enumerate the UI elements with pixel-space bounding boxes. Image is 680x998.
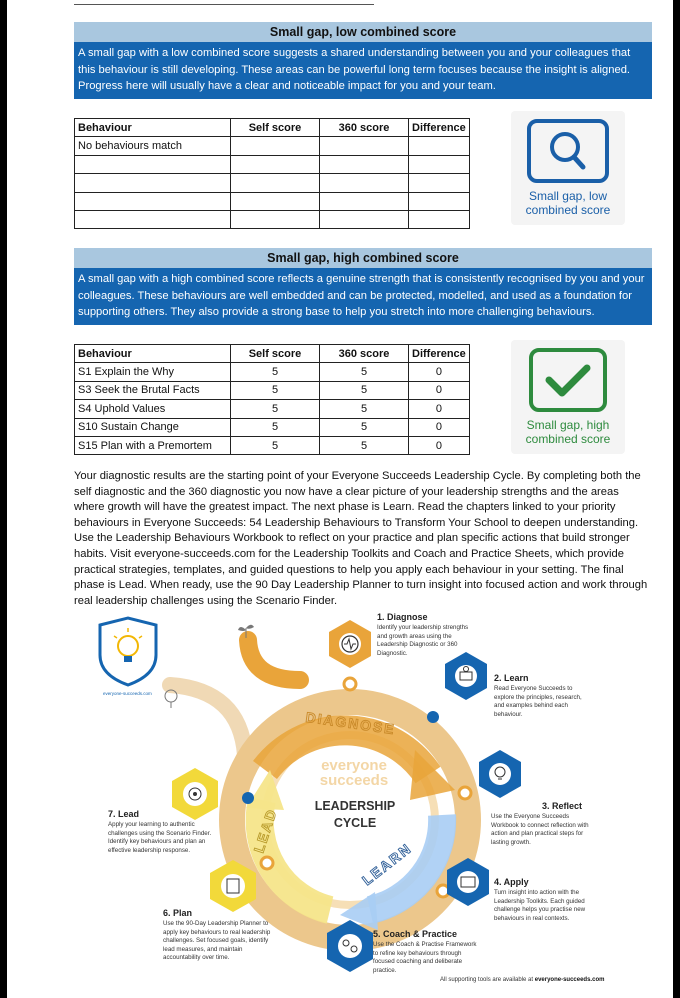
360-score-cell <box>320 192 409 210</box>
watermark-line-2: succeeds <box>319 772 389 789</box>
low-score-card <box>511 111 625 225</box>
leadership-cycle-graphic <box>70 610 665 995</box>
difference-cell <box>409 192 470 210</box>
behaviour-cell <box>75 210 231 228</box>
table-row <box>75 137 470 155</box>
step-4-title: 4. Apply <box>494 877 529 887</box>
table-row <box>75 174 470 192</box>
difference-cell: 0 <box>409 400 470 418</box>
360-score-cell <box>320 155 409 173</box>
difference-cell <box>409 137 470 155</box>
table-row <box>75 418 470 436</box>
self-score-cell: 5 <box>231 436 320 454</box>
learn-hexagon-icon <box>445 652 487 700</box>
check-icon <box>511 340 625 420</box>
360-score-cell: 5 <box>320 363 409 381</box>
behaviour-cell <box>75 155 231 173</box>
col-self-score: Self score <box>231 119 320 137</box>
summary-paragraph: Your diagnostic results are the starting point of your Everyone Succeeds Leadership Cycle. By completing both the self diagnostic and the 360 diagnostic you now have a clear picture of your leadership strengths and the areas where growth will have the greatest impact. The next phase is Learn. Read the chapters linked to your priority behaviours in Everyone Succeeds: 54 Leadership Behaviours to Transform Your School to deepen understanding. Use the Leadership Behaviours Workbook to reflect on your practice and plan specific actions that build stronger habits. Visit everyone-succeeds.com for the Leadership Toolkits and Coach and Practice Sheets, which provide practical strategies, templates, and guided questions to help you apply each behaviour in your setting. The final phase is Lead. When ready, use the 90 Day Leadership Planner to turn insight into focused action and work through real leadership challenges using the Scenario Finder. <box>74 470 648 607</box>
self-score-cell <box>231 192 320 210</box>
learn-arc-label: LEARN <box>359 839 415 889</box>
col-behaviour: Behaviour <box>75 345 231 363</box>
page-border-left <box>0 0 7 998</box>
step-3-title: 3. Reflect <box>542 801 583 811</box>
difference-cell: 0 <box>409 381 470 399</box>
table-header-row <box>75 119 470 137</box>
lead-stem-arc <box>170 685 245 755</box>
360-score-cell: 5 <box>320 400 409 418</box>
table-row <box>75 192 470 210</box>
everyone-succeeds-logo <box>100 618 156 685</box>
behaviour-cell: S4 Uphold Values <box>75 400 231 418</box>
lead-arc-label: LEAD <box>250 806 280 855</box>
diagnose-stem-arc <box>248 640 300 680</box>
col-360-score: 360 score <box>320 119 409 137</box>
lead-hexagon-icon <box>172 768 218 820</box>
section-low-title: Small gap, low combined score <box>74 22 652 42</box>
self-score-cell: 5 <box>231 381 320 399</box>
self-score-cell: 5 <box>231 363 320 381</box>
table-row <box>75 210 470 228</box>
col-difference: Difference <box>409 345 470 363</box>
col-360-score: 360 score <box>320 345 409 363</box>
low-score-table <box>74 118 470 229</box>
high-score-card <box>511 340 625 454</box>
360-score-cell <box>320 137 409 155</box>
top-divider <box>74 4 374 5</box>
behaviour-cell: S1 Explain the Why <box>75 363 231 381</box>
difference-cell <box>409 174 470 192</box>
page-border-right <box>673 0 680 998</box>
step-1-title: 1. Diagnose <box>377 612 428 622</box>
col-difference: Difference <box>409 119 470 137</box>
watermark-line-1: everyone <box>321 757 387 774</box>
diagnose-hexagon-icon <box>329 620 371 668</box>
section-high-description: A small gap with a high combined score reflects a genuine strength that is consistently recognised by you and your colleagues. These behaviours are well embedded and can be protected, modelled, and used as a foundation for supporting others. They also provide a strong base to help you stretch into more challenging behaviours. <box>74 268 652 325</box>
difference-cell: 0 <box>409 418 470 436</box>
col-self-score: Self score <box>231 345 320 363</box>
section-low-description: A small gap with a low combined score suggests a shared understanding between you and your colleagues that this behaviour is still developing. These areas can be powerful long term focuses because the insight is aligned. Progress here will usually have a clear and noticeable impact for you and your team. <box>74 42 652 99</box>
self-score-cell: 5 <box>231 418 320 436</box>
step-7-title: 7. Lead <box>108 809 140 819</box>
table-header-row <box>75 345 470 363</box>
high-score-card-label: Small gap, high combined score <box>525 418 611 446</box>
table-row <box>75 363 470 381</box>
step-6-title: 6. Plan <box>163 908 193 918</box>
behaviour-cell: S10 Sustain Change <box>75 418 231 436</box>
diagnose-arc-label: DIAGNOSE <box>304 708 397 738</box>
table-row <box>75 436 470 454</box>
low-score-card-label: Small gap, low combined score <box>525 189 611 217</box>
step-1-description: Identify your leadership strengths and growth areas using the Leadership Diagnostic or 360 Diagnostic. <box>377 624 469 657</box>
table-row <box>75 381 470 399</box>
360-score-cell <box>320 210 409 228</box>
step-6-description: Use the 90-Day Leadership Planner to apply key behaviours to real leadership challenges. Set focused goals, identify lead measures, and maintain accountability over time. <box>163 920 271 962</box>
step-4-description: Turn insight into action with the Leadership Toolkits. Each guided challenge helps you practise new behaviours in real contexts. <box>494 889 586 922</box>
difference-cell: 0 <box>409 363 470 381</box>
step-2-title: 2. Learn <box>494 673 529 683</box>
step-5-description: Use the Coach & Practise Framework to refine key behaviours through focused coaching and deliberate practice. <box>373 941 477 974</box>
center-title-line-1: LEADERSHIP <box>314 799 396 813</box>
table-row <box>75 155 470 173</box>
difference-cell <box>409 210 470 228</box>
footnote: All supporting tools are available at everyone-succeeds.com <box>440 977 605 983</box>
section-high-title: Small gap, high combined score <box>74 248 652 268</box>
behaviour-cell <box>75 192 231 210</box>
step-3-description: Use the Everyone Succeeds Workbook to connect reflection with action and plan practical steps for lasting growth. <box>491 813 589 846</box>
360-score-cell: 5 <box>320 381 409 399</box>
self-score-cell <box>231 174 320 192</box>
360-score-cell <box>320 174 409 192</box>
self-score-cell: 5 <box>231 400 320 418</box>
difference-cell <box>409 155 470 173</box>
behaviour-cell: S3 Seek the Brutal Facts <box>75 381 231 399</box>
step-2-description: Read Everyone Succeeds to explore the principles, research, and examples behind each behaviour. <box>494 685 582 718</box>
behaviour-cell: S15 Plan with a Premortem <box>75 436 231 454</box>
difference-cell: 0 <box>409 436 470 454</box>
reflect-hexagon-icon <box>479 750 521 798</box>
step-5-title: 5. Coach & Practice <box>373 929 458 939</box>
logo-url: everyone-succeeds.com <box>103 691 152 696</box>
footnote-link[interactable]: everyone-succeeds.com <box>534 977 605 983</box>
high-score-table <box>74 344 470 455</box>
self-score-cell <box>231 210 320 228</box>
behaviour-cell <box>75 174 231 192</box>
table-row <box>75 400 470 418</box>
step-7-description: Apply your learning to authentic challenges using the Scenario Finder. Identify key behaviours and plan an effective leadership response. <box>108 821 212 854</box>
col-behaviour: Behaviour <box>75 119 231 137</box>
self-score-cell <box>231 137 320 155</box>
search-icon <box>511 111 625 191</box>
center-title-line-2: CYCLE <box>333 816 377 830</box>
self-score-cell <box>231 155 320 173</box>
behaviour-cell: No behaviours match <box>75 137 231 155</box>
360-score-cell: 5 <box>320 418 409 436</box>
360-score-cell: 5 <box>320 436 409 454</box>
